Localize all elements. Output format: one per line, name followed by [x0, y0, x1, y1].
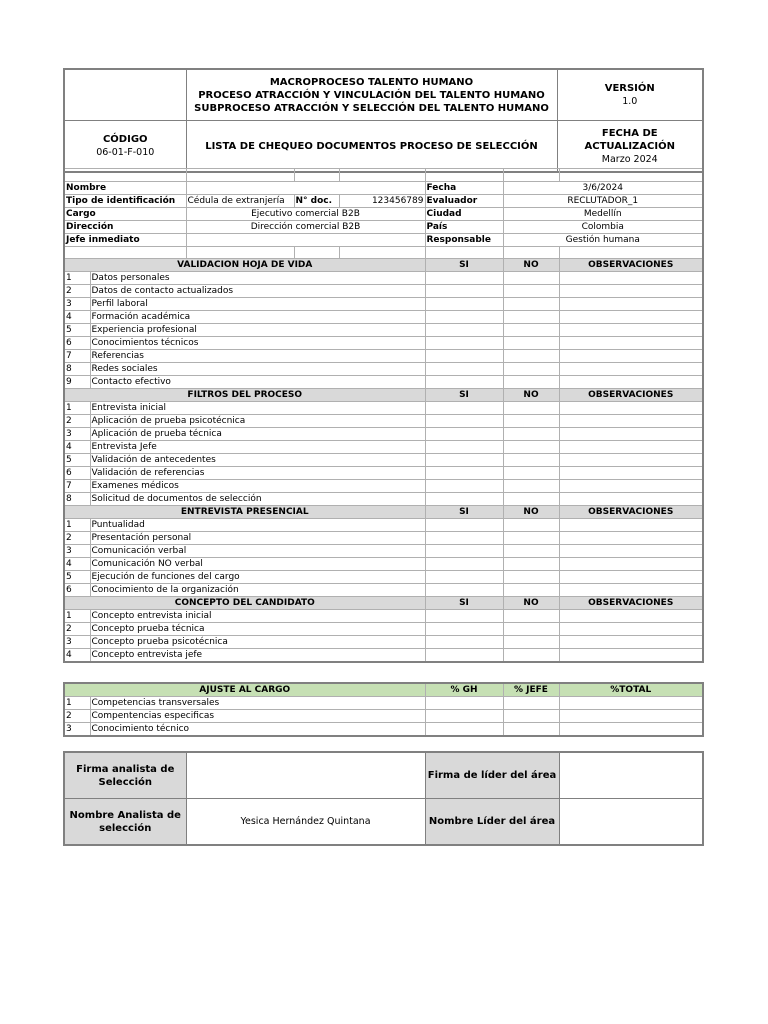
checklist-row: [64, 441, 703, 454]
item-observaciones-cell[interactable]: [559, 363, 703, 376]
column-observaciones: OBSERVACIONES: [559, 506, 703, 519]
item-si-cell[interactable]: [425, 402, 503, 415]
item-label: Concepto entrevista inicial: [90, 610, 425, 623]
item-observaciones-cell[interactable]: [559, 480, 703, 493]
item-si-cell[interactable]: [425, 480, 503, 493]
item-observaciones-cell[interactable]: [559, 454, 703, 467]
item-no-cell[interactable]: [503, 493, 559, 506]
nombre-analista-label: Nombre Analista de selección: [64, 799, 186, 846]
item-observaciones-cell[interactable]: [559, 493, 703, 506]
item-si-cell[interactable]: [425, 350, 503, 363]
checklist-row: [64, 311, 703, 324]
item-si-cell[interactable]: [425, 610, 503, 623]
item-number: 4: [64, 558, 90, 571]
item-number: 5: [64, 571, 90, 584]
col-total: %TOTAL: [559, 683, 703, 697]
doc-title-cell: [186, 121, 557, 173]
item-no-cell[interactable]: [503, 428, 559, 441]
item-number: 4: [64, 311, 90, 324]
section-title: CONCEPTO DEL CANDIDATO: [64, 597, 425, 610]
item-observaciones-cell[interactable]: [559, 519, 703, 532]
checklist-row: [64, 402, 703, 415]
item-no-cell[interactable]: [503, 363, 559, 376]
item-label: Aplicación de prueba técnica: [90, 428, 425, 441]
item-no-cell[interactable]: [503, 558, 559, 571]
ajuste-number: 2: [64, 710, 90, 723]
item-si-cell[interactable]: [425, 376, 503, 389]
jefe-value[interactable]: [186, 234, 425, 247]
macroproceso-title: MACROPROCESO TALENTO HUMANO: [269, 76, 474, 88]
item-no-cell[interactable]: [503, 454, 559, 467]
item-label: Entrevista Jefe: [90, 441, 425, 454]
checklist-row: [64, 272, 703, 285]
item-observaciones-cell[interactable]: [559, 402, 703, 415]
evaluador-label: Evaluador: [425, 195, 503, 208]
nombre-lider-field[interactable]: [559, 799, 703, 846]
item-label: Validación de referencias: [90, 467, 425, 480]
pais-label: País: [425, 221, 503, 234]
checklist-row: [64, 636, 703, 649]
responsable-label: Responsable: [425, 234, 503, 247]
checklist-row: [64, 610, 703, 623]
item-observaciones-cell[interactable]: [559, 649, 703, 663]
tipo-id-value[interactable]: Cédula de extranjería: [186, 195, 294, 208]
fecha-actualizacion-cell: [557, 121, 703, 173]
ajuste-row: [64, 710, 703, 723]
logo-cell: [64, 69, 186, 121]
item-no-cell[interactable]: [503, 610, 559, 623]
responsable-value[interactable]: Gestión humana: [503, 234, 703, 247]
ajuste-label: Compentencias especificas: [90, 710, 425, 723]
checklist-row: [64, 493, 703, 506]
doc-title: LISTA DE CHEQUEO DOCUMENTOS PROCESO DE SELECCIÓN: [205, 140, 538, 152]
fecha-label: Fecha: [425, 182, 503, 195]
ajuste-number: 3: [64, 723, 90, 737]
section-header-row: [64, 506, 703, 519]
nombre-lider-label: Nombre Líder del área: [425, 799, 559, 846]
item-si-cell[interactable]: [425, 623, 503, 636]
item-number: 8: [64, 363, 90, 376]
item-number: 3: [64, 636, 90, 649]
item-si-cell[interactable]: [425, 324, 503, 337]
tipo-id-label: Tipo de identificación: [64, 195, 186, 208]
cargo-label: Cargo: [64, 208, 186, 221]
col-gh: % GH: [425, 683, 503, 697]
checklist-row: [64, 480, 703, 493]
item-no-cell[interactable]: [503, 623, 559, 636]
document-header: [63, 68, 704, 173]
item-number: 5: [64, 454, 90, 467]
ajuste-row: [64, 697, 703, 710]
item-observaciones-cell[interactable]: [559, 285, 703, 298]
item-number: 6: [64, 337, 90, 350]
checklist-row: [64, 363, 703, 376]
checklist-row: [64, 337, 703, 350]
nombre-analista-value[interactable]: Yesica Hernández Quintana: [186, 799, 425, 846]
item-number: 2: [64, 623, 90, 636]
item-number: 1: [64, 610, 90, 623]
item-no-cell[interactable]: [503, 285, 559, 298]
item-si-cell[interactable]: [425, 467, 503, 480]
item-no-cell[interactable]: [503, 441, 559, 454]
item-no-cell[interactable]: [503, 519, 559, 532]
item-si-cell[interactable]: [425, 428, 503, 441]
item-label: Datos de contacto actualizados: [90, 285, 425, 298]
jefe-label: Jefe inmediato: [64, 234, 186, 247]
checklist-row: [64, 519, 703, 532]
candidate-info-table: [63, 168, 704, 260]
item-label: Comunicación NO verbal: [90, 558, 425, 571]
item-si-cell[interactable]: [425, 545, 503, 558]
item-label: Presentación personal: [90, 532, 425, 545]
item-si-cell[interactable]: [425, 311, 503, 324]
fecha-actualizacion-label: FECHA DE ACTUALIZACIÓN: [584, 127, 675, 152]
item-no-cell[interactable]: [503, 467, 559, 480]
pais-value[interactable]: Colombia: [503, 221, 703, 234]
item-si-cell[interactable]: [425, 298, 503, 311]
item-observaciones-cell[interactable]: [559, 545, 703, 558]
item-label: Perfil laboral: [90, 298, 425, 311]
column-si: SI: [425, 506, 503, 519]
item-observaciones-cell[interactable]: [559, 272, 703, 285]
item-no-cell[interactable]: [503, 272, 559, 285]
ajuste-total-cell[interactable]: [559, 710, 703, 723]
item-observaciones-cell[interactable]: [559, 558, 703, 571]
item-no-cell[interactable]: [503, 350, 559, 363]
item-label: Solicitud de documentos de selección: [90, 493, 425, 506]
item-observaciones-cell[interactable]: [559, 428, 703, 441]
col-jefe: % JEFE: [503, 683, 559, 697]
item-number: 6: [64, 584, 90, 597]
checklist-row: [64, 623, 703, 636]
checklist-row: [64, 376, 703, 389]
process-title-cell: [186, 69, 557, 121]
item-number: 7: [64, 480, 90, 493]
section-header-row: [64, 259, 703, 272]
column-no: NO: [503, 506, 559, 519]
firma-lider-field[interactable]: [559, 752, 703, 799]
ajuste-row: [64, 723, 703, 737]
checklist-row: [64, 350, 703, 363]
ajuste-jefe-cell[interactable]: [503, 697, 559, 710]
version-cell: [557, 69, 703, 121]
ajuste-title: AJUSTE AL CARGO: [64, 683, 425, 697]
item-no-cell[interactable]: [503, 571, 559, 584]
item-observaciones-cell[interactable]: [559, 337, 703, 350]
item-number: 3: [64, 428, 90, 441]
item-si-cell[interactable]: [425, 558, 503, 571]
item-no-cell[interactable]: [503, 545, 559, 558]
item-label: Aplicación de prueba psicotécnica: [90, 415, 425, 428]
item-si-cell[interactable]: [425, 363, 503, 376]
item-no-cell[interactable]: [503, 376, 559, 389]
column-no: NO: [503, 389, 559, 402]
ajuste-label: Competencias transversales: [90, 697, 425, 710]
item-number: 6: [64, 467, 90, 480]
item-label: Validación de antecedentes: [90, 454, 425, 467]
item-observaciones-cell[interactable]: [559, 350, 703, 363]
item-number: 4: [64, 441, 90, 454]
item-number: 1: [64, 519, 90, 532]
item-number: 1: [64, 272, 90, 285]
column-si: SI: [425, 389, 503, 402]
checklist-row: [64, 285, 703, 298]
item-si-cell[interactable]: [425, 532, 503, 545]
ajuste-total-cell[interactable]: [559, 697, 703, 710]
item-label: Datos personales: [90, 272, 425, 285]
item-label: Concepto entrevista jefe: [90, 649, 425, 663]
checklist-row: [64, 415, 703, 428]
item-label: Examenes médicos: [90, 480, 425, 493]
subproceso-title: SUBPROCESO ATRACCIÓN Y SELECCIÓN DEL TALENTO HUMANO: [194, 102, 549, 114]
item-no-cell[interactable]: [503, 584, 559, 597]
ciudad-label: Ciudad: [425, 208, 503, 221]
item-si-cell[interactable]: [425, 571, 503, 584]
item-label: Entrevista inicial: [90, 402, 425, 415]
proceso-title: PROCESO ATRACCIÓN Y VINCULACIÓN DEL TALENTO HUMANO: [198, 89, 545, 101]
column-si: SI: [425, 259, 503, 272]
section-header-row: [64, 389, 703, 402]
cargo-value[interactable]: Ejecutivo comercial B2B: [186, 208, 425, 221]
ajuste-label: Conocimiento técnico: [90, 723, 425, 737]
item-number: 3: [64, 545, 90, 558]
item-no-cell[interactable]: [503, 636, 559, 649]
ajuste-gh-cell[interactable]: [425, 723, 503, 737]
checklist-row: [64, 454, 703, 467]
firmas-table: [63, 751, 704, 846]
direccion-label: Dirección: [64, 221, 186, 234]
info-spacer: [64, 169, 186, 182]
item-number: 4: [64, 649, 90, 663]
item-observaciones-cell[interactable]: [559, 467, 703, 480]
checklist-row: [64, 298, 703, 311]
firma-lider-label: Firma de líder del área: [425, 752, 559, 799]
checklist-row: [64, 571, 703, 584]
item-no-cell[interactable]: [503, 337, 559, 350]
checklist-row: [64, 428, 703, 441]
item-number: 9: [64, 376, 90, 389]
ajuste-jefe-cell[interactable]: [503, 723, 559, 737]
checklist-table: [63, 258, 704, 663]
ajuste-total-cell[interactable]: [559, 723, 703, 737]
checklist-row: [64, 545, 703, 558]
item-number: 1: [64, 402, 90, 415]
item-number: 5: [64, 324, 90, 337]
direccion-value[interactable]: Dirección comercial B2B: [186, 221, 425, 234]
ajuste-gh-cell[interactable]: [425, 697, 503, 710]
item-number: 3: [64, 298, 90, 311]
checklist-row: [64, 467, 703, 480]
checklist-row: [64, 558, 703, 571]
ciudad-value[interactable]: Medellín: [503, 208, 703, 221]
item-no-cell[interactable]: [503, 324, 559, 337]
ajuste-jefe-cell[interactable]: [503, 710, 559, 723]
item-no-cell[interactable]: [503, 649, 559, 663]
column-si: SI: [425, 597, 503, 610]
item-si-cell[interactable]: [425, 441, 503, 454]
item-observaciones-cell[interactable]: [559, 441, 703, 454]
item-observaciones-cell[interactable]: [559, 298, 703, 311]
fecha-value[interactable]: 3/6/2024: [503, 182, 703, 195]
column-observaciones: OBSERVACIONES: [559, 389, 703, 402]
item-number: 2: [64, 285, 90, 298]
item-label: Conocimientos técnicos: [90, 337, 425, 350]
section-title: FILTROS DEL PROCESO: [64, 389, 425, 402]
item-si-cell[interactable]: [425, 493, 503, 506]
evaluador-value[interactable]: RECLUTADOR_1: [503, 195, 703, 208]
item-no-cell[interactable]: [503, 415, 559, 428]
item-no-cell[interactable]: [503, 480, 559, 493]
item-si-cell[interactable]: [425, 636, 503, 649]
ajuste-table: [63, 682, 704, 737]
ndoc-value[interactable]: 123456789: [339, 195, 425, 208]
checklist-row: [64, 649, 703, 663]
item-si-cell[interactable]: [425, 649, 503, 663]
item-si-cell[interactable]: [425, 519, 503, 532]
item-label: Concepto prueba psicotécnica: [90, 636, 425, 649]
checklist-row: [64, 532, 703, 545]
item-si-cell[interactable]: [425, 454, 503, 467]
column-no: NO: [503, 597, 559, 610]
item-observaciones-cell[interactable]: [559, 610, 703, 623]
item-observaciones-cell[interactable]: [559, 584, 703, 597]
codigo-cell: [64, 121, 186, 173]
item-number: 8: [64, 493, 90, 506]
ajuste-number: 1: [64, 697, 90, 710]
ajuste-gh-cell[interactable]: [425, 710, 503, 723]
item-number: 2: [64, 415, 90, 428]
ndoc-label: N° doc.: [294, 195, 339, 208]
column-no: NO: [503, 259, 559, 272]
item-label: Referencias: [90, 350, 425, 363]
item-number: 2: [64, 532, 90, 545]
item-label: Contacto efectivo: [90, 376, 425, 389]
item-label: Conocimiento de la organización: [90, 584, 425, 597]
checklist-row: [64, 324, 703, 337]
item-observaciones-cell[interactable]: [559, 324, 703, 337]
item-label: Concepto prueba técnica: [90, 623, 425, 636]
nombre-label: Nombre: [64, 182, 186, 195]
codigo-label: CÓDIGO: [102, 134, 148, 145]
item-observaciones-cell[interactable]: [559, 636, 703, 649]
item-observaciones-cell[interactable]: [559, 415, 703, 428]
item-no-cell[interactable]: [503, 402, 559, 415]
item-label: Experiencia profesional: [90, 324, 425, 337]
item-label: Redes sociales: [90, 363, 425, 376]
item-observaciones-cell[interactable]: [559, 532, 703, 545]
item-si-cell[interactable]: [425, 415, 503, 428]
section-header-row: [64, 597, 703, 610]
item-no-cell[interactable]: [503, 532, 559, 545]
item-number: 7: [64, 350, 90, 363]
item-observaciones-cell[interactable]: [559, 311, 703, 324]
codigo-value: 06-01-F-010: [96, 147, 155, 158]
item-label: Formación académica: [90, 311, 425, 324]
version-value: 1.0: [622, 96, 638, 107]
item-label: Puntualidad: [90, 519, 425, 532]
item-si-cell[interactable]: [425, 337, 503, 350]
item-observaciones-cell[interactable]: [559, 571, 703, 584]
item-si-cell[interactable]: [425, 584, 503, 597]
item-si-cell[interactable]: [425, 285, 503, 298]
firma-analista-label: Firma analista de Selección: [64, 752, 186, 799]
section-title: VALIDACION HOJA DE VIDA: [64, 259, 425, 272]
column-observaciones: OBSERVACIONES: [559, 259, 703, 272]
section-title: ENTREVISTA PRESENCIAL: [64, 506, 425, 519]
version-label: VERSIÓN: [604, 83, 655, 94]
fecha-actualizacion-value: Marzo 2024: [601, 153, 658, 165]
nombre-value[interactable]: [186, 182, 425, 195]
item-observaciones-cell[interactable]: [559, 623, 703, 636]
item-label: Ejecución de funciones del cargo: [90, 571, 425, 584]
checklist-row: [64, 584, 703, 597]
item-observaciones-cell[interactable]: [559, 376, 703, 389]
firma-analista-field[interactable]: [186, 752, 425, 799]
item-no-cell[interactable]: [503, 298, 559, 311]
item-no-cell[interactable]: [503, 311, 559, 324]
item-label: Comunicación verbal: [90, 545, 425, 558]
item-si-cell[interactable]: [425, 272, 503, 285]
column-observaciones: OBSERVACIONES: [559, 597, 703, 610]
